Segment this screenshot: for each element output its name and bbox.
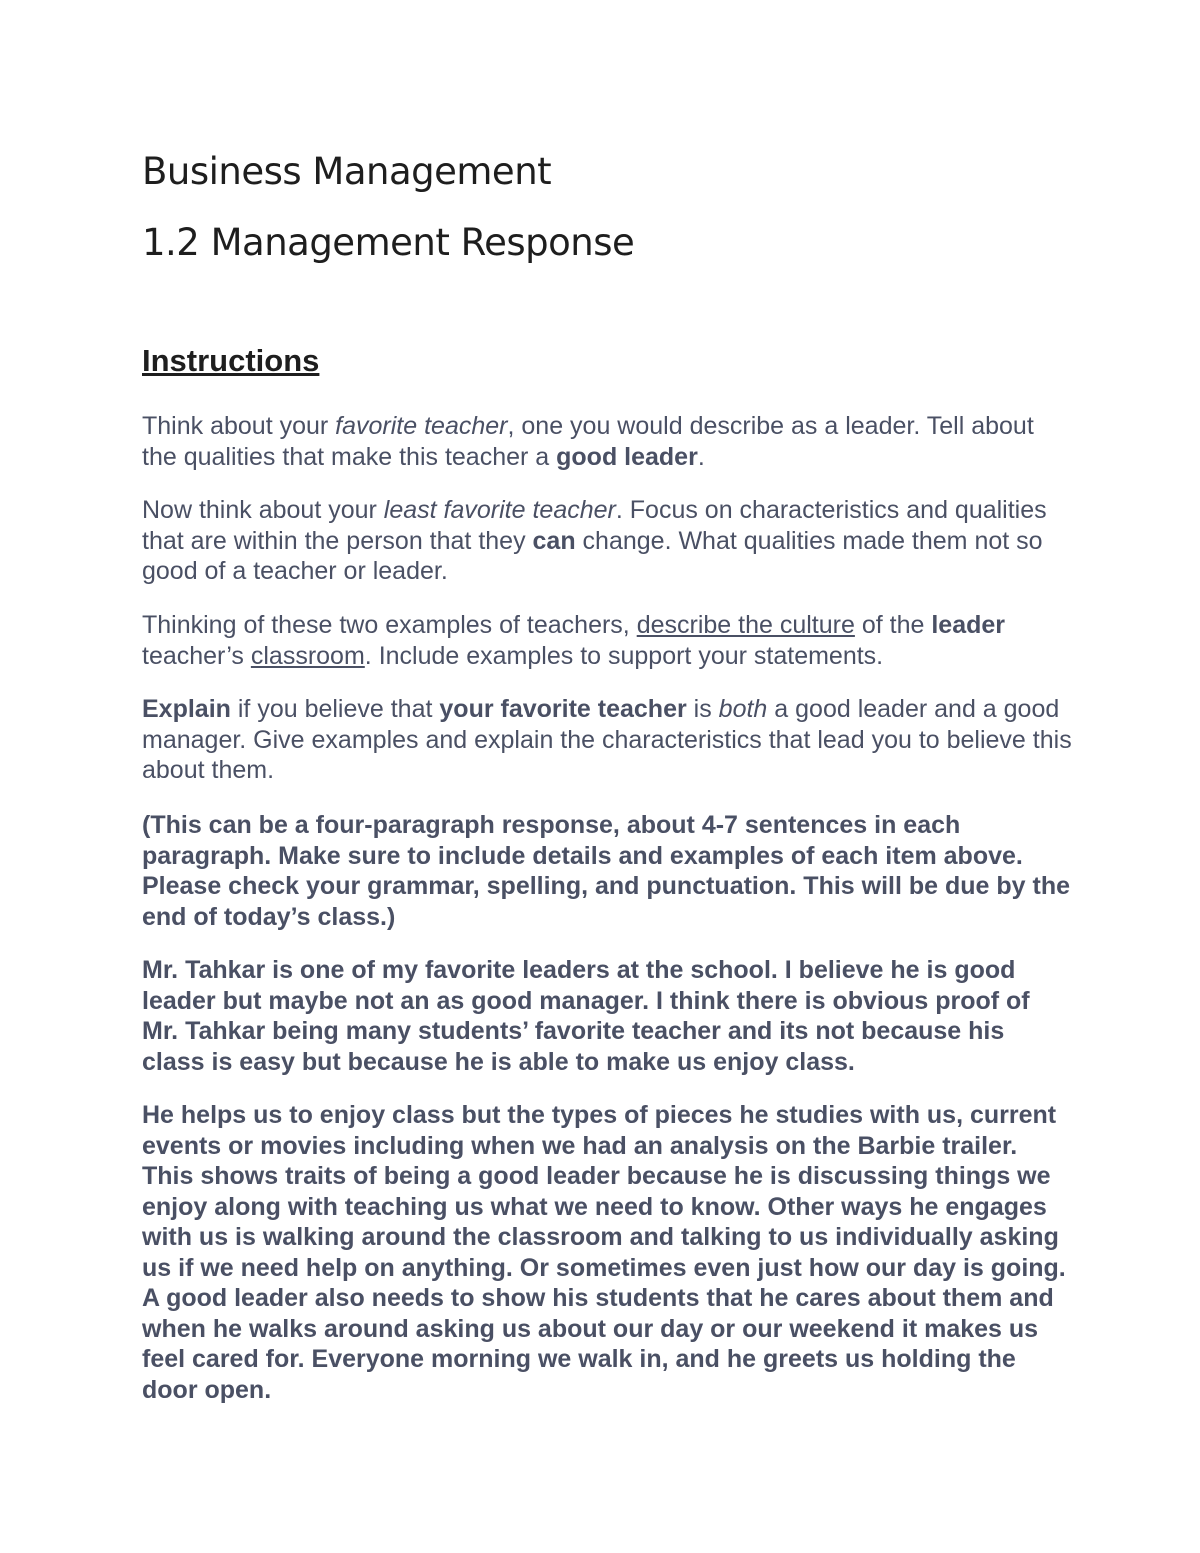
- bold-text: leader: [931, 611, 1006, 639]
- document-subtitle: 1.2 Management Response: [142, 221, 635, 264]
- text-run: of the: [854, 611, 932, 639]
- text-run: a good leader and a good manager. Give examples and explain the characteristics that lead you to believe this about them.: [142, 695, 1072, 784]
- instruction-paragraph-1: [142, 411, 1072, 472]
- text-run: teacher’s: [142, 641, 251, 670]
- instructions-heading: Instructions: [142, 343, 320, 378]
- response-paragraph-1: Mr. Tahkar is one of my favorite leaders at the school. I believe he is good leader but maybe not an as good manager. I think there is obvious proof of Mr. Tahkar being many students’ favorite teacher and its not because his class is easy but because he is able to make us enjoy class.: [142, 956, 1030, 1076]
- bold-text: can: [532, 526, 576, 555]
- instruction-paragraph-3: [142, 610, 1072, 671]
- emphasis-text: both: [718, 695, 768, 723]
- instruction-paragraph-2: [142, 495, 1072, 587]
- bold-text: Explain: [142, 695, 231, 723]
- text-run: .: [697, 442, 705, 471]
- emphasis-text: least favorite teacher: [383, 496, 616, 524]
- text-run: . Include examples to support your statements.: [364, 641, 884, 670]
- text-run: Think about your: [142, 412, 336, 440]
- instruction-paragraph-4: [142, 694, 1072, 786]
- text-run: if you believe that: [230, 695, 440, 723]
- response-paragraph-2: He helps us to enjoy class but the types of pieces he studies with us, current events or movies including when we had an analysis on the Barbie trailer. This shows traits of being a good leader because he is discussing things we enjoy along with teaching us what we need to know. Other ways he engages with us is walking around the classroom and talking to us individually asking us if we need help on anything. Or sometimes even just how our day is going. A good leader also needs to show his students that he cares about them and when he walks around asking us about our day or our weekend it makes us feel cared for. Everyone morning we walk in, and he greets us holding the door open.: [142, 1101, 1066, 1404]
- text-run: , one you would describe as a leader. Tell about the qualities that make this teacher a: [142, 412, 1034, 471]
- text-run: change. What qualities made them not so good of a teacher or leader.: [142, 526, 1043, 585]
- text-run: Now think about your: [142, 496, 384, 524]
- bold-text: your favorite teacher: [439, 695, 687, 723]
- text-run: . Focus on characteristics and qualities that are within the person that they: [142, 496, 1047, 555]
- underlined-text: classroom: [250, 641, 365, 670]
- underlined-text: describe the culture: [636, 611, 855, 639]
- document-title: Business Management: [142, 150, 552, 193]
- response-requirements: (This can be a four-paragraph response, about 4-7 sentences in each paragraph. Make sure to include details and examples of each item above. Please check your grammar, spelling, and punctuation. This will be due by the end of today’s class.): [142, 811, 1071, 931]
- bold-text: good leader: [556, 442, 698, 471]
- text-run: is: [686, 695, 719, 723]
- emphasis-text: favorite teacher: [335, 412, 508, 440]
- text-run: Thinking of these two examples of teachers,: [142, 611, 637, 639]
